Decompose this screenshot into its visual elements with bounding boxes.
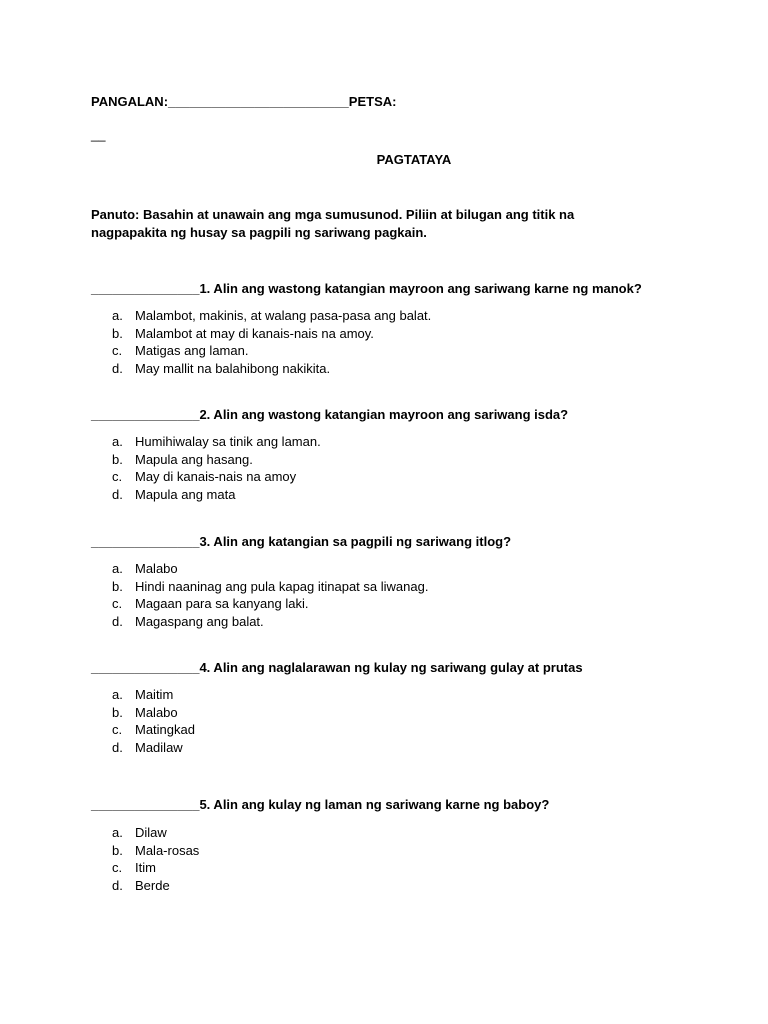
choice-letter: b. — [112, 704, 123, 720]
choice-letter: a. — [112, 687, 123, 702]
answer-blank: _______________ — [91, 660, 200, 675]
choice-item — [112, 721, 195, 739]
date-label: PETSA: — [348, 94, 397, 109]
choice-text: Itim — [135, 860, 156, 876]
choice-item — [112, 560, 428, 578]
question-text: 5. Alin ang kulay ng laman ng sariwang karne ng baboy? — [199, 797, 550, 812]
choice-text: Mala-rosas — [135, 842, 200, 858]
question-text: 4. Alin ang naglalarawan ng kulay ng sariwang gulay at prutas — [199, 660, 583, 675]
choice-text: Magaspang ang balat. — [135, 614, 264, 630]
choice-item — [112, 824, 199, 842]
choice-item — [112, 360, 431, 378]
choice-text: Matigas ang laman. — [135, 343, 249, 359]
date-blank: __ — [91, 127, 106, 142]
choice-letter: d. — [112, 487, 123, 503]
choice-item — [112, 595, 428, 613]
name-date-header — [91, 93, 396, 110]
choice-text: Mapula ang mata — [135, 487, 236, 503]
choice-letter: b. — [112, 451, 123, 467]
page-title: PAGTATAYA — [376, 152, 452, 167]
question-text: 1. Alin ang wastong katangian mayroon ang sariwang karne ng manok? — [199, 281, 642, 296]
answer-blank: _______________ — [91, 534, 200, 549]
name-label: PANGALAN: — [91, 94, 169, 109]
choice-item — [112, 433, 321, 451]
choice-text: Malambot, makinis, at walang pasa-pasa ang balat. — [135, 308, 432, 323]
choice-letter: d. — [112, 740, 123, 756]
instructions: Panuto: Basahin at unawain ang mga sumusunod. Piliin at bilugan ang titik na nagpapakita ng husay sa pagpili ng sariwang pagkain. — [91, 207, 575, 240]
choice-text: Madilaw — [135, 740, 183, 756]
choice-letter: a. — [112, 825, 123, 840]
choice-item — [112, 739, 195, 757]
choice-letter: d. — [112, 361, 123, 377]
choice-item — [112, 613, 428, 631]
choice-letter: d. — [112, 878, 123, 894]
choices-list — [112, 433, 321, 504]
choice-letter: c. — [112, 343, 123, 359]
choice-letter: c. — [112, 722, 123, 738]
choice-letter: c. — [112, 596, 123, 612]
choice-item — [112, 704, 195, 722]
choice-letter: d. — [112, 614, 123, 630]
choice-item — [112, 307, 431, 325]
choice-text: Magaan para sa kanyang laki. — [135, 596, 309, 612]
choice-item — [112, 342, 431, 360]
choice-text: Dilaw — [135, 825, 167, 840]
choice-text: Malabo — [135, 704, 178, 720]
choice-text: May di kanais-nais na amoy — [135, 469, 297, 485]
choice-letter: b. — [112, 325, 123, 341]
answer-blank: _______________ — [91, 797, 200, 812]
choice-letter: a. — [112, 308, 123, 323]
choice-text: Humihiwalay sa tinik ang laman. — [135, 434, 321, 449]
choice-text: Malambot at may di kanais-nais na amoy. — [135, 325, 374, 341]
choice-text: Hindi naaninag ang pula kapag itinapat sa liwanag. — [135, 578, 429, 594]
choice-letter: b. — [112, 578, 123, 594]
choice-letter: c. — [112, 469, 123, 485]
choices-list — [112, 307, 431, 378]
choice-item — [112, 325, 431, 343]
choice-item — [112, 486, 321, 504]
name-blank: _________________________ — [168, 94, 349, 109]
choice-item — [112, 842, 199, 860]
choices-list — [112, 560, 428, 631]
choices-list — [112, 686, 195, 757]
question-2 — [91, 406, 568, 423]
question-5 — [91, 796, 549, 813]
choice-text: Maitim — [135, 687, 174, 702]
choice-item — [112, 578, 428, 596]
choice-text: Matingkad — [135, 722, 195, 738]
answer-blank: _______________ — [91, 281, 200, 296]
choice-letter: b. — [112, 842, 123, 858]
question-4 — [91, 659, 583, 676]
choice-item — [112, 468, 321, 486]
answer-blank: _______________ — [91, 407, 200, 422]
choice-item — [112, 859, 199, 877]
question-text: 2. Alin ang wastong katangian mayroon ang sariwang isda? — [199, 407, 569, 422]
choice-letter: a. — [112, 561, 123, 576]
question-text: 3. Alin ang katangian sa pagpili ng sariwang itlog? — [199, 534, 512, 549]
choice-text: Mapula ang hasang. — [135, 451, 253, 467]
choice-text: May mallit na balahibong nakikita. — [135, 361, 331, 377]
choice-item — [112, 877, 199, 895]
choice-text: Malabo — [135, 561, 178, 576]
choices-list — [112, 824, 199, 895]
question-1 — [91, 280, 642, 297]
choice-item — [112, 686, 195, 704]
choice-letter: c. — [112, 860, 123, 876]
choice-item — [112, 451, 321, 469]
choice-text: Berde — [135, 878, 170, 894]
choice-letter: a. — [112, 434, 123, 449]
question-3 — [91, 533, 511, 550]
